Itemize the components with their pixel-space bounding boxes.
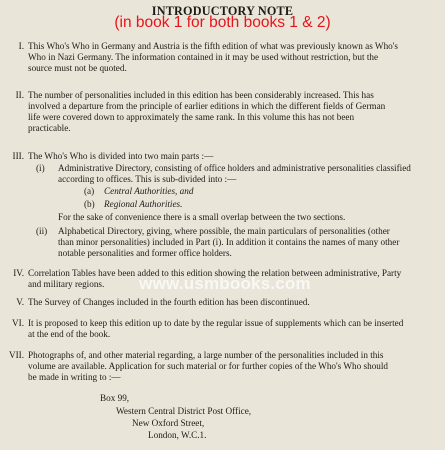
watermark: www.usmbooks.com xyxy=(139,274,311,293)
section-vii-line-2: volume are available. Application for such material or for further copies of the Who's Who should xyxy=(28,361,389,371)
address-line-2: Western Central District Post Office, xyxy=(116,406,252,416)
item-b-letter: (b) xyxy=(84,199,95,209)
address-line-3: New Oxford Street, xyxy=(132,418,205,428)
part-i-number: (i) xyxy=(36,163,45,173)
section-ii-line-1: The number of personalities included in this edition has been considerably increased. This has xyxy=(28,90,374,100)
part-ii-line-2: than minor personalities) included in Part (i). In addition it contains the names of many other xyxy=(58,237,400,247)
section-ii-line-3: life were covered down to approximately the same rank. In this volume this has not been xyxy=(28,112,355,122)
section-vii xyxy=(0,350,445,385)
section-vii-number: VII. xyxy=(8,350,24,360)
section-i-line-3: source must not be quoted. xyxy=(28,63,127,73)
section-vi-number: VI. xyxy=(12,318,24,328)
section-vi-line-1: It is proposed to keep this edition up to date by the regular issue of supplements which can be inserted xyxy=(28,318,404,328)
section-vii-line-1: Photographs of, and other material regarding, a large number of the personalities included in this xyxy=(28,350,384,360)
section-vii-line-3: be made in writing to :— xyxy=(28,372,121,382)
part-i-line-1: Administrative Directory, consisting of office holders and administrative personalities classified xyxy=(58,163,411,173)
item-b-text: Regional Authorities. xyxy=(104,199,183,209)
item-a-text: Central Authorities, and xyxy=(104,186,194,196)
section-ii-line-2: involved a departure from the principle of earlier editions in which the different fields of German xyxy=(28,101,386,111)
section-vi xyxy=(0,318,445,342)
section-iii-number: III. xyxy=(12,151,24,161)
section-i xyxy=(0,41,445,75)
part-ii-number: (ii) xyxy=(36,226,48,236)
section-iv-number: IV. xyxy=(13,268,24,278)
section-v xyxy=(0,297,445,309)
section-ii-number: II. xyxy=(15,90,24,100)
address-line-1: Box 99, xyxy=(100,393,130,403)
section-ii xyxy=(0,90,445,136)
section-iv-line-1: Correlation Tables have been added to this edition showing the relation between administrative, Party xyxy=(28,268,402,278)
section-iii xyxy=(0,151,445,259)
section-iv-line-2: and military regions. xyxy=(28,279,105,289)
part-ii-line-1: Alphabetical Directory, giving, where possible, the main particulars of personalities (other xyxy=(58,226,390,236)
item-a-letter: (a) xyxy=(84,186,95,196)
section-v-number: V. xyxy=(16,297,24,307)
section-ii-line-4: practicable. xyxy=(28,123,71,133)
document-title: INTRODUCTORY NOTE xyxy=(151,4,294,18)
section-v-line-1: The Survey of Changes included in the fourth edition has been discontinued. xyxy=(28,297,310,307)
section-vi-line-2: at the end of the book. xyxy=(28,329,111,339)
postal-address xyxy=(0,393,445,448)
section-iii-intro: The Who's Who is divided into two main parts :— xyxy=(28,151,214,161)
address-line-4: London, W.C.1. xyxy=(148,430,207,440)
overlay-caption: (in book 1 for both books 1 & 2) xyxy=(114,14,331,31)
part-ii-line-3: notable personalities and former office holders. xyxy=(58,248,232,258)
overlap-note: For the sake of convenience there is a small overlap between the two sections. xyxy=(58,212,346,222)
section-i-line-1: This Who's Who in Germany and Austria is the fifth edition of what was previously known as Who's xyxy=(28,41,398,51)
section-i-number: I. xyxy=(18,41,24,51)
part-i-line-2: according to offices. This is sub-divided into :— xyxy=(58,174,237,184)
section-i-line-2: Who in Nazi Germany. The information contained in it may be used without restriction, but the xyxy=(28,52,379,62)
